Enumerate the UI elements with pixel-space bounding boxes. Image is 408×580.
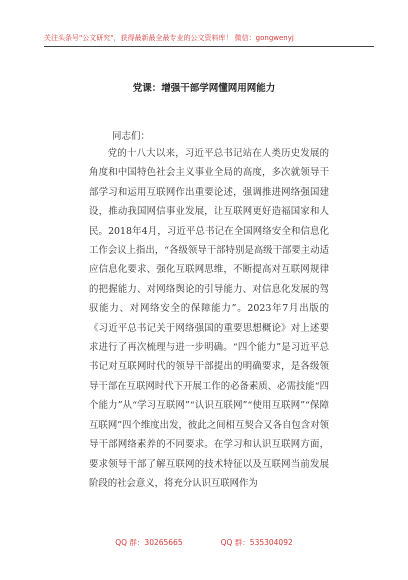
- footer-qq-group-1: QQ 群：30265665: [115, 538, 183, 547]
- document-title: 党课：增强干部学网懂网用网能力: [132, 83, 276, 94]
- greeting: 同志们：: [112, 131, 151, 142]
- footer-contacts: [0, 537, 408, 548]
- body-paragraph: 党的十八大以来，习近平总书记站在人类历史发展的角度和中国特色社会主义事业全局的高度，多次就领导干部学习和运用互联网作出重要论述，强调推进网络强国建设，推动我国网信事业发展，让互联网更好造福国家和人民。2018年4月，习近平总书记在全国网络安全和信息化工作会议上指出，“各级领导干部特别是高级干部要主动适应信息化要求、强化互联网思维，不断提高对互联网规律的把握能力、对网络舆论的引导能力、对信息化发展的驾驭能力、对网络安全的保障能力”。2023年7月出版的《习近平总书记关于网络强国的重要思想概论》对上述要求进行了再次梳理与进一步明确。“四个能力”是习近平总书记对互联网时代的领导干部提出的明确要求，是各级领导干部在互联网时代下开展工作的必备素质、必需技能“四个能力”从“学习互联网”“认识互联网”“使用互联网”“保障互联网”四个维度出发，彼此之间相互契合又各自包含对领导干部网络素养的不同要求。在学习和认识互联网方面，要求领导干部了解互联网的技术特征以及互联网当前发展阶段的社会意义，将充分认识互联网作为: [89, 148, 329, 489]
- footer-qq-group-2: QQ 群：535304092: [220, 538, 293, 547]
- header-divider: [44, 46, 374, 47]
- header-notice: 关注头条号"公文研究"，获得最新最全最专业的公文资料库！ 微信：gongwenyj: [44, 34, 294, 42]
